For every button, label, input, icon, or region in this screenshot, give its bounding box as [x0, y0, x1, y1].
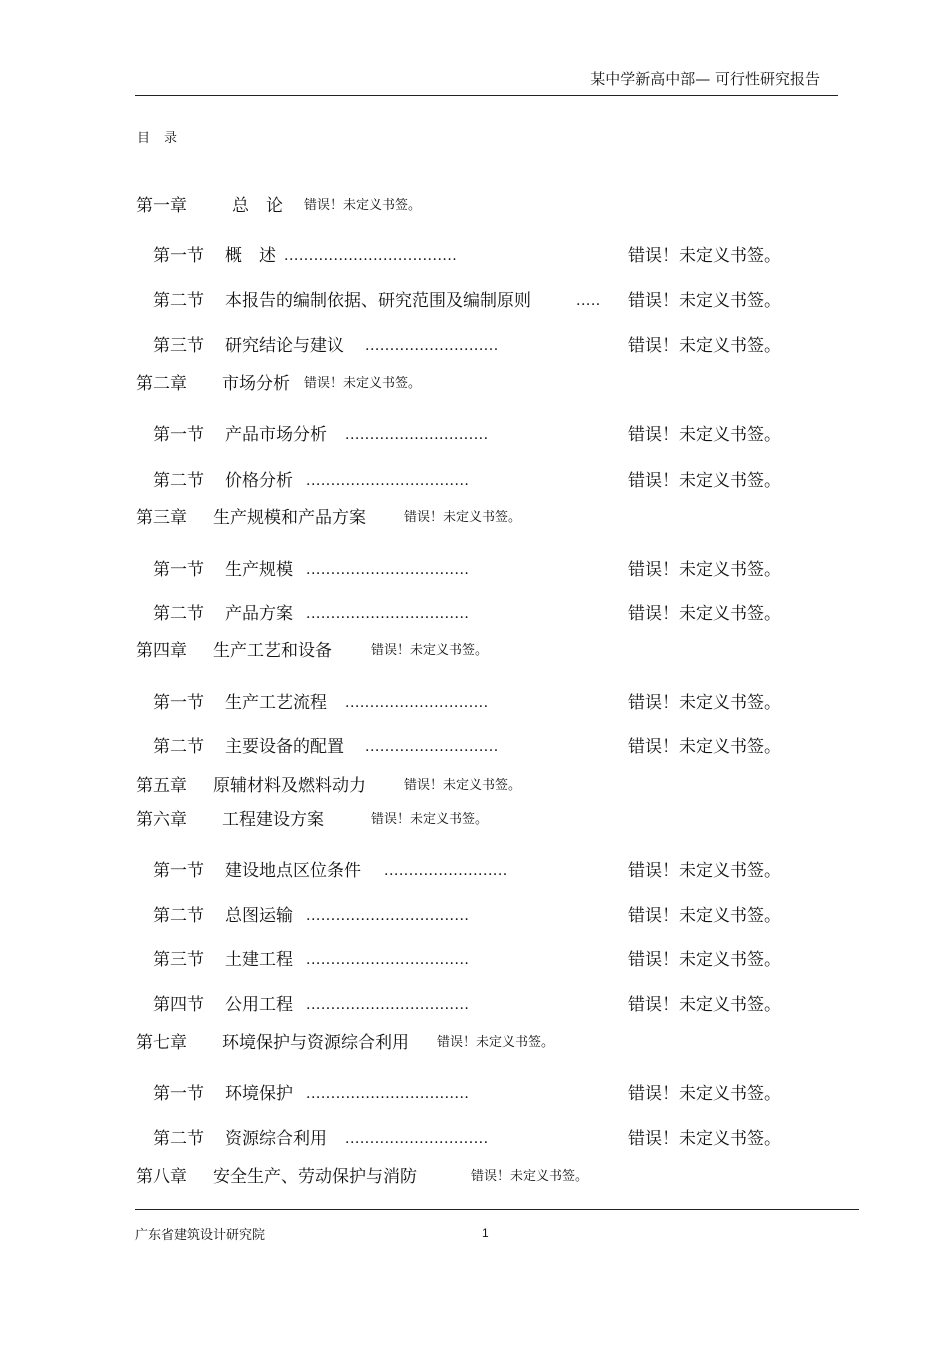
toc-section-entry [0, 858, 950, 884]
toc-section-entry [0, 468, 950, 494]
dot-leader: ............................. [345, 1131, 489, 1147]
bookmark-error: 错误！未定义书签。 [404, 778, 522, 793]
toc-section-entry [0, 1081, 950, 1107]
toc-chapter-entry [0, 371, 950, 397]
section-number: 第一节 [153, 693, 204, 713]
bookmark-error: 错误！未定义书签。 [471, 1169, 589, 1184]
toc-section-entry [0, 333, 950, 359]
chapter-number: 第二章 [136, 374, 187, 394]
toc-section-entry [0, 288, 950, 314]
toc-chapter-entry [0, 638, 950, 664]
dot-leader: ............................. [345, 695, 489, 711]
chapter-title: 总 论 [232, 196, 283, 216]
toc-chapter-entry [0, 773, 950, 799]
dot-leader: ................................. [306, 1086, 470, 1102]
toc-heading-char: 录 [164, 131, 178, 146]
section-number: 第二节 [153, 737, 204, 757]
section-number: 第一节 [153, 861, 204, 881]
section-title: 生产规模 [225, 560, 293, 580]
toc-section-entry [0, 992, 950, 1018]
bookmark-error: 错误！未定义书签。 [628, 693, 781, 713]
toc-heading-char: 目 [137, 131, 151, 146]
section-title: 主要设备的配置 [225, 737, 344, 757]
dot-leader: ................................. [306, 952, 470, 968]
section-title: 土建工程 [225, 950, 293, 970]
section-title: 本报告的编制依据、研究范围及编制原则 [225, 291, 531, 311]
section-number: 第一节 [153, 560, 204, 580]
toc-section-entry [0, 243, 950, 269]
chapter-number: 第三章 [136, 508, 187, 528]
section-number: 第一节 [153, 246, 204, 266]
toc-section-entry [0, 947, 950, 973]
dot-leader: ..... [576, 293, 601, 309]
section-title: 产品方案 [225, 604, 293, 624]
bookmark-error: 错误！未定义书签。 [628, 1084, 781, 1104]
header-title: 某中学新高中部— 可行性研究报告 [590, 70, 820, 88]
chapter-title: 市场分析 [222, 374, 290, 394]
bookmark-error: 错误！未定义书签。 [304, 198, 422, 213]
dot-leader: ........................... [365, 338, 499, 354]
toc-section-entry [0, 734, 950, 760]
chapter-number: 第四章 [136, 641, 187, 661]
section-number: 第二节 [153, 1129, 204, 1149]
dot-leader: ................................. [306, 562, 470, 578]
section-number: 第二节 [153, 291, 204, 311]
toc-chapter-entry [0, 1164, 950, 1190]
bookmark-error: 错误！未定义书签。 [628, 737, 781, 757]
section-title: 资源综合利用 [225, 1129, 327, 1149]
section-number: 第二节 [153, 906, 204, 926]
section-number: 第一节 [153, 1084, 204, 1104]
chapter-title: 安全生产、劳动保护与消防 [213, 1167, 417, 1187]
section-title: 价格分析 [225, 471, 293, 491]
bookmark-error: 错误！未定义书签。 [628, 995, 781, 1015]
toc-section-entry [0, 557, 950, 583]
toc-section-entry [0, 690, 950, 716]
toc-section-entry [0, 601, 950, 627]
bookmark-error: 错误！未定义书签。 [628, 906, 781, 926]
bookmark-error: 错误！未定义书签。 [628, 471, 781, 491]
chapter-number: 第五章 [136, 776, 187, 796]
toc-chapter-entry [0, 505, 950, 531]
section-title: 建设地点区位条件 [225, 861, 361, 881]
bookmark-error: 错误！未定义书签。 [371, 643, 489, 658]
chapter-title: 生产工艺和设备 [213, 641, 332, 661]
bookmark-error: 错误！未定义书签。 [628, 861, 781, 881]
chapter-number: 第八章 [136, 1167, 187, 1187]
bookmark-error: 错误！未定义书签。 [628, 291, 781, 311]
section-title: 总图运输 [225, 906, 293, 926]
dot-leader: ................................. [306, 473, 470, 489]
section-number: 第一节 [153, 425, 204, 445]
chapter-number: 第一章 [136, 196, 187, 216]
bookmark-error: 错误！未定义书签。 [628, 604, 781, 624]
section-title: 研究结论与建议 [225, 336, 344, 356]
section-number: 第四节 [153, 995, 204, 1015]
toc-section-entry [0, 1126, 950, 1152]
toc-section-entry [0, 903, 950, 929]
section-title: 概 述 [225, 246, 276, 266]
page-number: 1 [482, 1226, 489, 1240]
bookmark-error: 错误！未定义书签。 [628, 336, 781, 356]
section-number: 第二节 [153, 471, 204, 491]
dot-leader: ................................. [306, 606, 470, 622]
toc-chapter-entry [0, 193, 950, 219]
section-title: 产品市场分析 [225, 425, 327, 445]
bookmark-error: 错误！未定义书签。 [628, 246, 781, 266]
toc-chapter-entry [0, 807, 950, 833]
section-number: 第二节 [153, 604, 204, 624]
chapter-title: 工程建设方案 [222, 810, 324, 830]
dot-leader: ......................... [384, 863, 508, 879]
section-number: 第三节 [153, 950, 204, 970]
section-number: 第三节 [153, 336, 204, 356]
toc-chapter-entry [0, 1030, 950, 1056]
chapter-number: 第七章 [136, 1033, 187, 1053]
header-rule [135, 95, 838, 96]
bookmark-error: 错误！未定义书签。 [628, 1129, 781, 1149]
chapter-title: 生产规模和产品方案 [213, 508, 366, 528]
dot-leader: ................................... [284, 248, 458, 264]
bookmark-error: 错误！未定义书签。 [304, 376, 422, 391]
dot-leader: ............................. [345, 427, 489, 443]
bookmark-error: 错误！未定义书签。 [404, 510, 522, 525]
chapter-title: 原辅材料及燃料动力 [213, 776, 366, 796]
bookmark-error: 错误！未定义书签。 [371, 812, 489, 827]
chapter-number: 第六章 [136, 810, 187, 830]
bookmark-error: 错误！未定义书签。 [628, 560, 781, 580]
section-title: 环境保护 [225, 1084, 293, 1104]
footer-organization: 广东省建筑设计研究院 [135, 1228, 266, 1243]
chapter-title: 环境保护与资源综合利用 [222, 1033, 409, 1053]
dot-leader: ........................... [365, 739, 499, 755]
bookmark-error: 错误！未定义书签。 [628, 950, 781, 970]
bookmark-error: 错误！未定义书签。 [628, 425, 781, 445]
toc-section-entry [0, 422, 950, 448]
section-title: 生产工艺流程 [225, 693, 327, 713]
dot-leader: ................................. [306, 908, 470, 924]
dot-leader: ................................. [306, 997, 470, 1013]
footer-rule [135, 1209, 859, 1210]
toc-heading [137, 127, 191, 146]
section-title: 公用工程 [225, 995, 293, 1015]
bookmark-error: 错误！未定义书签。 [437, 1035, 555, 1050]
